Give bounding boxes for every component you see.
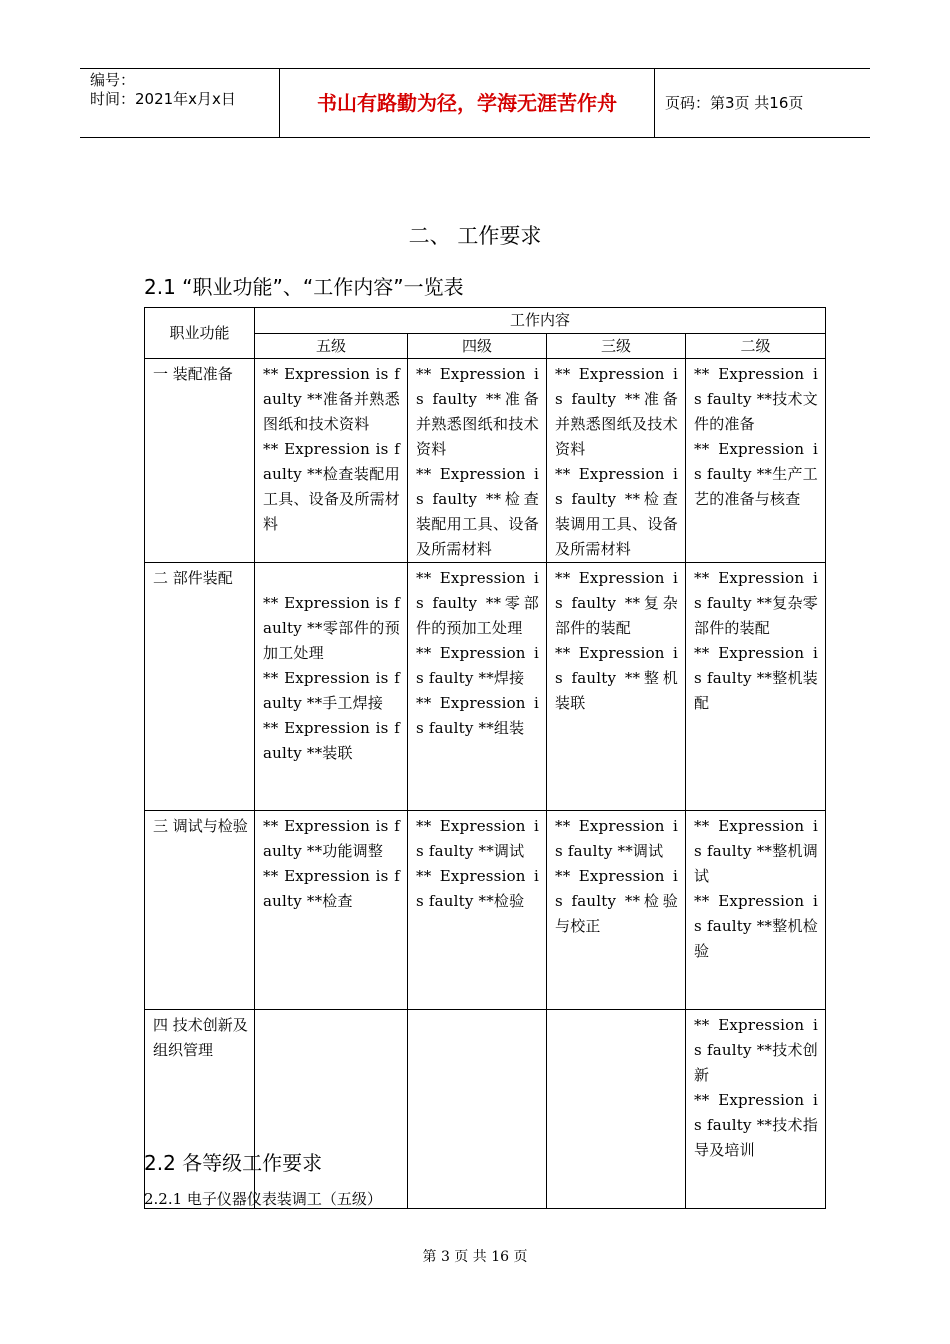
content-cell: ** Expression is faulty **技术文件的准备 ** Expression is faulty **生产工艺的准备与核查: [686, 359, 826, 563]
page-footer: 第 3 页 共 16 页: [422, 1249, 528, 1265]
level-header-3: 三级: [547, 334, 686, 359]
header-number: 编号：: [90, 71, 136, 89]
content-cell: ** Expression is faulty **零部件的预加工处理 ** Expression is faulty **焊接 ** Expression is faulty **组装: [408, 563, 547, 811]
subsection-2-2-1-title: 2.2.1 电子仪器仪表装调工（五级）: [144, 1190, 382, 1208]
function-cell: 三 调试与检验: [145, 811, 255, 1010]
content-cell: ** Expression is faulty **整机调试 ** Expression is faulty **整机检验: [686, 811, 826, 1010]
table-row: [145, 811, 826, 1010]
header-time: 时间：2021年x月x日: [90, 90, 236, 108]
content-cell: ** Expression is faulty **技术创新 ** Expression is faulty **技术指导及培训: [686, 1010, 826, 1209]
header-meta: [80, 69, 280, 137]
function-cell: 一 装配准备: [145, 359, 255, 563]
table-row: [145, 563, 826, 811]
subsection-2-2-title: 2.2 各等级工作要求: [144, 1151, 323, 1175]
function-cell: 二 部件装配: [145, 563, 255, 811]
content-cell: ** Expression is faulty **准备并熟悉图纸和技术资料 ** Expression is faulty **检查装配用工具、设备及所需材料: [255, 359, 408, 563]
content-cell: ** Expression is faulty **功能调整 ** Expression is faulty **检查: [255, 811, 408, 1010]
content-cell: [547, 1010, 686, 1209]
content-cell: ** Expression is faulty **零部件的预加工处理 ** Expression is faulty **手工焊接 ** Expression is faulty **装联: [255, 563, 408, 811]
level-header-2: 二级: [686, 334, 826, 359]
content-cell: ** Expression is faulty **准备并熟悉图纸及技术资料 ** Expression is faulty **检查装调用工具、设备及所需材料: [547, 359, 686, 563]
function-content-table: [144, 307, 826, 1209]
content-cell: ** Expression is faulty **调试 ** Expression is faulty **检验与校正: [547, 811, 686, 1010]
level-header-4: 四级: [408, 334, 547, 359]
content-cell: ** Expression is faulty **调试 ** Expression is faulty **检验: [408, 811, 547, 1010]
content-cell: ** Expression is faulty **复杂部件的装配 ** Expression is faulty **整机装联: [547, 563, 686, 811]
level-header-5: 五级: [255, 334, 408, 359]
subsection-2-1-title: 2.1 “职业功能”、“工作内容”一览表: [144, 275, 464, 299]
content-cell: [255, 1010, 408, 1209]
content-cell: [408, 1010, 547, 1209]
header-page-number: 页码：第3页 共16页: [665, 94, 804, 112]
table-row: [145, 359, 826, 563]
content-cell: ** Expression is faulty **复杂零部件的装配 ** Expression is faulty **整机装配: [686, 563, 826, 811]
section-title: 二、 工作要求: [408, 224, 542, 248]
header-motto: 书山有路勤为径，学海无涯苦作舟: [280, 69, 655, 137]
header-func-cell: 职业功能: [145, 308, 255, 359]
function-cell: 四 技术创新及组织管理: [145, 1010, 255, 1209]
header-content-cell: 工作内容: [255, 308, 826, 334]
page-header: [80, 68, 870, 138]
content-cell: ** Expression is faulty **准备并熟悉图纸和技术资料 ** Expression is faulty **检查装配用工具、设备及所需材料: [408, 359, 547, 563]
table-row: [145, 1010, 826, 1209]
